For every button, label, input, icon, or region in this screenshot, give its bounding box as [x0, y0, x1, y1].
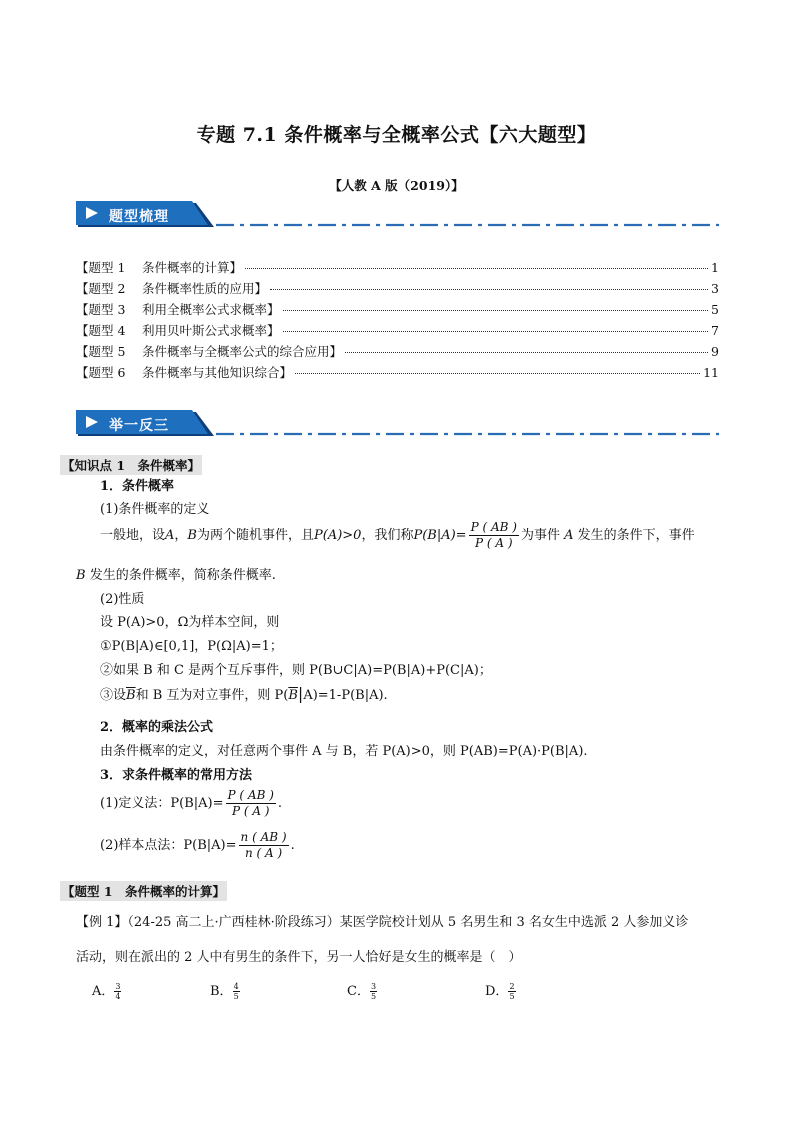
property-2: ②如果 B 和 C 是两个互斥事件，则 P(B∪C|A)=P(B|A)+P(C|A)； — [100, 663, 492, 678]
dot-leader — [270, 289, 708, 290]
knowledge-point-tag: 【知识点 1 条件概率】 — [60, 455, 202, 475]
method-sample-points: (2)样本点法：P(B|A)= $\frac{n ( AB )}{n ( A )}$ . — [100, 830, 295, 860]
toc-row[interactable]: 【题型 6 条件概率与其他知识综合】 11 — [76, 365, 719, 380]
choice-d[interactable]: D． $\frac{2}{5}$ — [485, 982, 515, 1001]
banner-label: 题型梳理 — [109, 209, 169, 225]
heading-multiplication-rule: 2．概率的乘法公式 — [100, 720, 214, 735]
banner-label: 举一反三 — [109, 418, 169, 434]
document-title: 专题 7.1 条件概率与全概率公式【六大题型】 — [196, 124, 597, 146]
dot-leader — [345, 352, 708, 353]
choice-a[interactable]: A． $\frac{3}{4}$ — [92, 982, 121, 1001]
sub-definition: (1)条件概率的定义 — [100, 502, 210, 517]
definition-line: 一般地，设A，B为两个随机事件，且P(A)>0，我们称P(B|A)= $\frac{P ( AB )}{P ( A )}$ 为事件 A 发生的条件下，事件 — [100, 520, 695, 550]
example-1-line-2: 活动，则在派出的 2 人中有男生的条件下，另一人恰好是女生的概率是（ ） — [76, 950, 522, 965]
dot-leader — [283, 310, 709, 311]
toc-row[interactable]: 【题型 1 条件概率的计算】 1 — [76, 260, 719, 275]
method-definition: (1)定义法：P(B|A)= $\frac{P ( AB )}{P ( A )}$ . — [100, 788, 283, 818]
dot-leader — [245, 268, 708, 269]
properties-intro: 设 P(A)>0，Ω为样本空间，则 — [100, 615, 280, 630]
example-1-line-1: 【例 1】（24-25 高二上·广西桂林·阶段练习）某医学院校计划从 5 名男生和 3 名女生中选派 2 人参加义诊 — [76, 915, 689, 930]
method2-fraction: $\frac{n ( AB )}{n ( A )}$ — [240, 830, 287, 860]
property-3: ③设$\overline{B}$和 B 互为对立事件，则 $P(\overline{B}|A)=1-P(B|A)$. — [100, 684, 388, 703]
type1-tag: 【题型 1 条件概率的计算】 — [60, 881, 227, 901]
dot-leader — [283, 331, 709, 332]
method1-fraction: $\frac{P ( AB )}{P ( A )}$ — [227, 788, 274, 818]
section-banner-types — [76, 201, 721, 229]
choice-c[interactable]: C． $\frac{3}{5}$ — [347, 982, 377, 1001]
multiplication-rule: 由条件概率的定义，对任意两个事件 A 与 B，若 P(A)>0，则 P(AB)=P(A)·P(B|A). — [100, 744, 588, 759]
heading-conditional-probability: 1．条件概率 — [100, 479, 175, 494]
choice-b[interactable]: B． $\frac{4}{5}$ — [210, 982, 239, 1001]
banner-graphic — [76, 410, 721, 438]
toc-row[interactable]: 【题型 4 利用贝叶斯公式求概率】 7 — [76, 323, 719, 338]
definition-fraction: $\frac{P ( AB )}{P ( A )}$ — [470, 520, 517, 550]
sub-properties: (2)性质 — [100, 592, 145, 607]
toc-row[interactable]: 【题型 5 条件概率与全概率公式的综合应用】 9 — [76, 344, 719, 359]
section-banner-examples — [76, 410, 721, 438]
banner-graphic — [76, 201, 721, 229]
property-1: ①P(B|A)∈[0,1]，P(Ω|A)=1； — [100, 639, 283, 654]
edition-tag: 【人教 A 版（2019）】 — [329, 178, 464, 193]
toc-row[interactable]: 【题型 3 利用全概率公式求概率】 5 — [76, 302, 719, 317]
table-of-contents — [76, 258, 719, 384]
definition-line-2: B 发生的条件概率，简称条件概率. — [76, 568, 276, 583]
toc-row[interactable]: 【题型 2 条件概率性质的应用】 3 — [76, 281, 719, 296]
heading-methods: 3．求条件概率的常用方法 — [100, 768, 253, 783]
dot-leader — [295, 373, 700, 374]
